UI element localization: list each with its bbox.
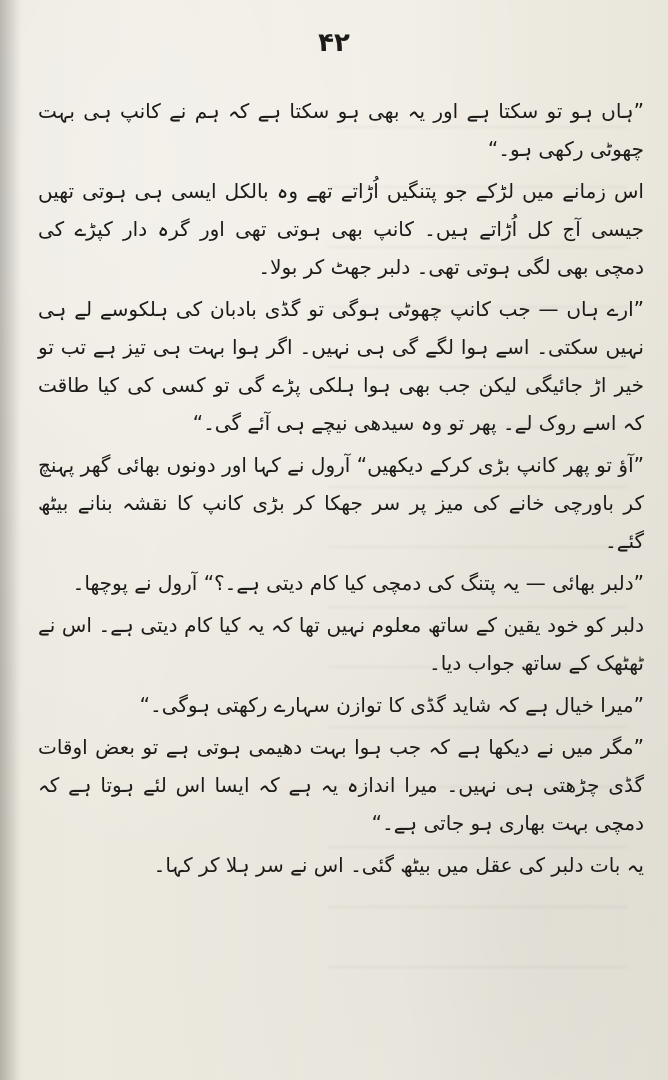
paragraph-8: ”مگر میں نے دیکھا ہے کہ جب ہوا بہت دھیمی ہوتی ہے تو بعض اوقات گڈی چڑھتی ہی نہیں۔ میرا اندازہ یہ ہے کہ ایسا اس لئے ہوتا ہے کہ دمچی بہت بھاری ہو جاتی ہے۔“ <box>38 735 644 835</box>
spine-shadow <box>0 0 22 1080</box>
paragraph-9: یہ بات دلبر کی عقل میں بیٹھ گئی۔ اس نے سر ہلا کر کہا۔ <box>153 853 644 877</box>
body-text <box>38 92 644 884</box>
page-number: ۴۲ <box>318 28 350 58</box>
paragraph-1: ”ہاں ہو تو سکتا ہے اور یہ بھی ہو سکتا ہے کہ ہم نے کانپ ہی بہت چھوٹی رکھی ہو۔“ <box>38 99 644 161</box>
paragraph-4: ”آؤ تو پھر کانپ بڑی کرکے دیکھیں“ آرول نے کہا اور دونوں بھائی گھر پہنچ کر باورچی خانے کی میز پر سر جھکا کر بڑی کانپ کا نقشہ بنانے بیٹھ گئے۔ <box>38 453 644 553</box>
paragraph-2: اس زمانے میں لڑکے جو پتنگیں اُڑاتے تھے وہ بالکل ایسی ہی ہوتی تھیں جیسی آج کل اُڑاتے ہیں۔ کانپ بھی ہوتی تھی اور گرہ دار کپڑے کی دمچی بھی لگی ہوتی تھی۔ دلبر جھٹ کر بولا۔ <box>38 179 644 279</box>
paragraph-6: دلبر کو خود یقین کے ساتھ معلوم نہیں تھا کہ یہ کیا کام دیتی ہے۔ اس نے ٹھٹھک کے ساتھ جواب دیا۔ <box>38 613 644 675</box>
paragraph-5: ”دلبر بھائی — یہ پتنگ کی دمچی کیا کام دیتی ہے۔؟“ آرول نے پوچھا۔ <box>72 571 644 595</box>
paragraph-3: ”ارے ہاں — جب کانپ چھوٹی ہوگی تو گڈی بادبان کی ہلکوسے لے ہی نہیں سکتی۔ اسے ہوا لگے گی ہی نہیں۔ اگر ہوا بہت ہی تیز ہے تب تو خیر اڑ جائیگی لیکن جب بھی ہوا ہلکی پڑے گی تو کسی کی کیا طاقت کہ اسے روک لے۔ پھر تو وہ سیدھی نیچے ہی آئے گی۔“ <box>38 297 644 435</box>
paragraph-7: ”میرا خیال ہے کہ شاید گڈی کا توازن سہارے رکھتی ہوگی۔“ <box>139 693 644 717</box>
